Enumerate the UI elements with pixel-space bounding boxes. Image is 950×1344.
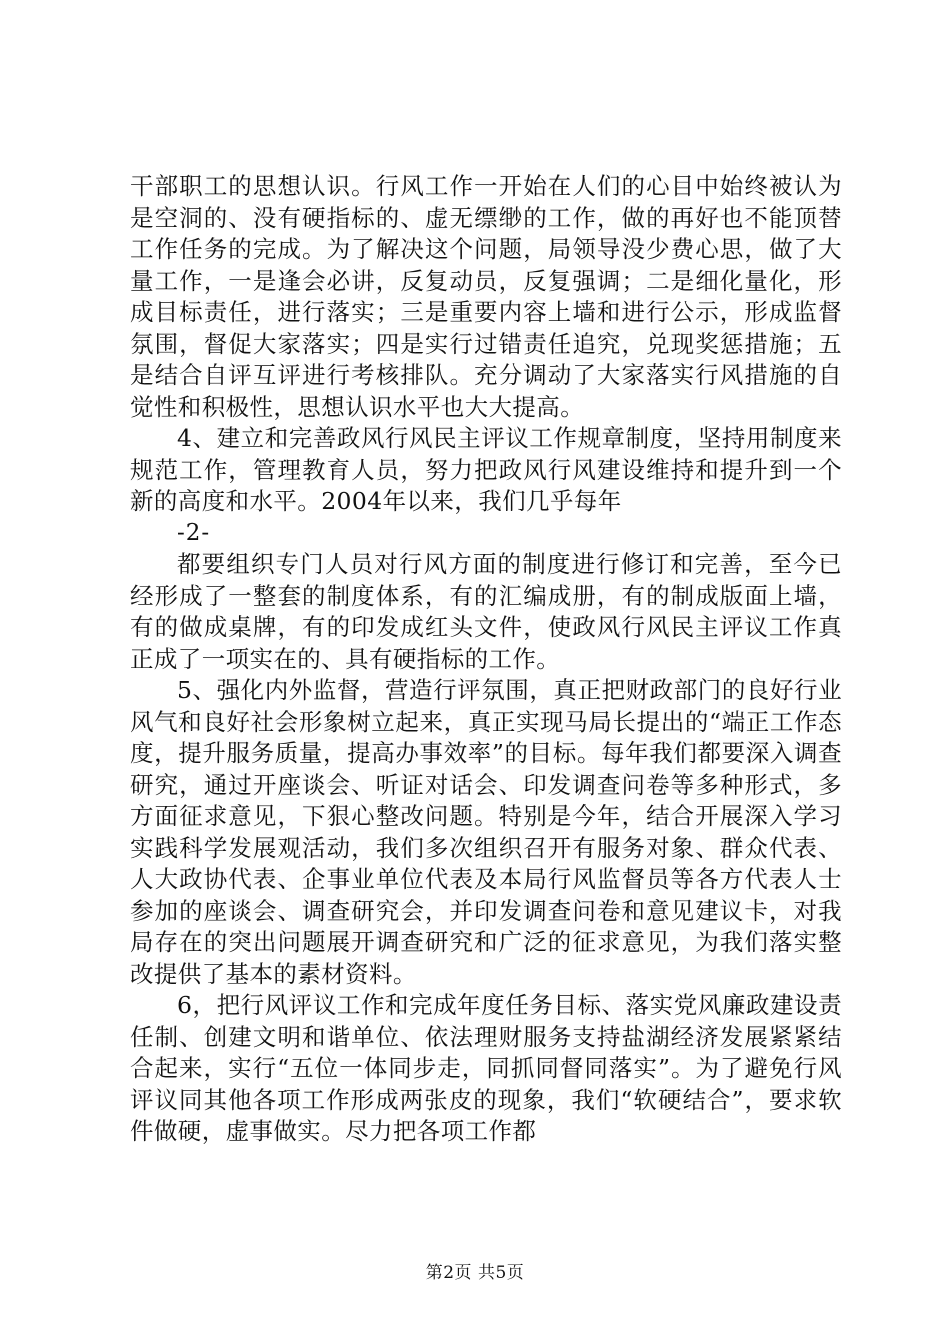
page-marker: -2- <box>177 519 211 546</box>
paragraph-item-5: 5、强化内外监督，营造行评氛围，真正把财政部门的良好行业风气和良好社会形象树立起来，真正实现马局长提出的“端正工作态度，提升服务质量，提高办事效率”的目标。每年我们都要深入调查研究，通过开座谈会、听证对话会、印发调查问卷等多种形式，多方面征求意见，下狠心整改问题。特别是今年，结合开展深入学习实践科学发展观活动，我们多次组织召开有服务对象、群众代表、人大政协代表、企事业单位代表及本局行风监督员等各方代表人士参加的座谈会、调查研究会，并印发调查问卷和意见建议卡，对我局存在的突出问题展开调查研究和广泛的征求意见，为我们落实整改提供了基本的素材资料。 <box>130 676 842 988</box>
paragraph-continued: 干部职工的思想认识。行风工作一开始在人们的心目中始终被认为是空洞的、没有硬指标的、虚无缥缈的工作，做的再好也不能顶替工作任务的完成。为了解决这个问题，局领导没少费心思，做了大量工作，一是逢会必讲，反复动员，反复强调；二是细化量化，形成目标责任，进行落实；三是重要内容上墙和进行公示，形成监督氛围，督促大家落实；四是实行过错责任追究，兑现奖惩措施；五是结合自评互评进行考核排队。充分调动了大家落实行风措施的自觉性和积极性，思想认识水平也大大提高。 <box>130 172 842 421</box>
page-footer: 第2页 共5页 <box>425 1263 525 1283</box>
paragraph-item-4-continued: 都要组织专门人员对行风方面的制度进行修订和完善，至今已经形成了一整套的制度体系，有的汇编成册，有的制成版面上墙，有的做成桌牌，有的印发成红头文件，使政风行风民主评议工作真正成了一项实在的、具有硬指标的工作。 <box>130 550 842 673</box>
document-body <box>130 171 842 1148</box>
paragraph-item-4: 4、建立和完善政风行风民主评议工作规章制度，坚持用制度来规范工作，管理教育人员，努力把政风行风建设维持和提升到一个新的高度和水平。2004年以来，我们几乎每年 <box>130 424 842 515</box>
paragraph-item-6: 6，把行风评议工作和完成年度任务目标、落实党风廉政建设责任制、创建文明和谐单位、依法理财服务支持盐湖经济发展紧紧结合起来，实行“五位一体同步走，同抓同督同落实”。为了避免行风评议同其他各项工作形成两张皮的现象，我们“软硬结合”，要求软件做硬，虚事做实。尽力把各项工作都 <box>130 991 842 1145</box>
